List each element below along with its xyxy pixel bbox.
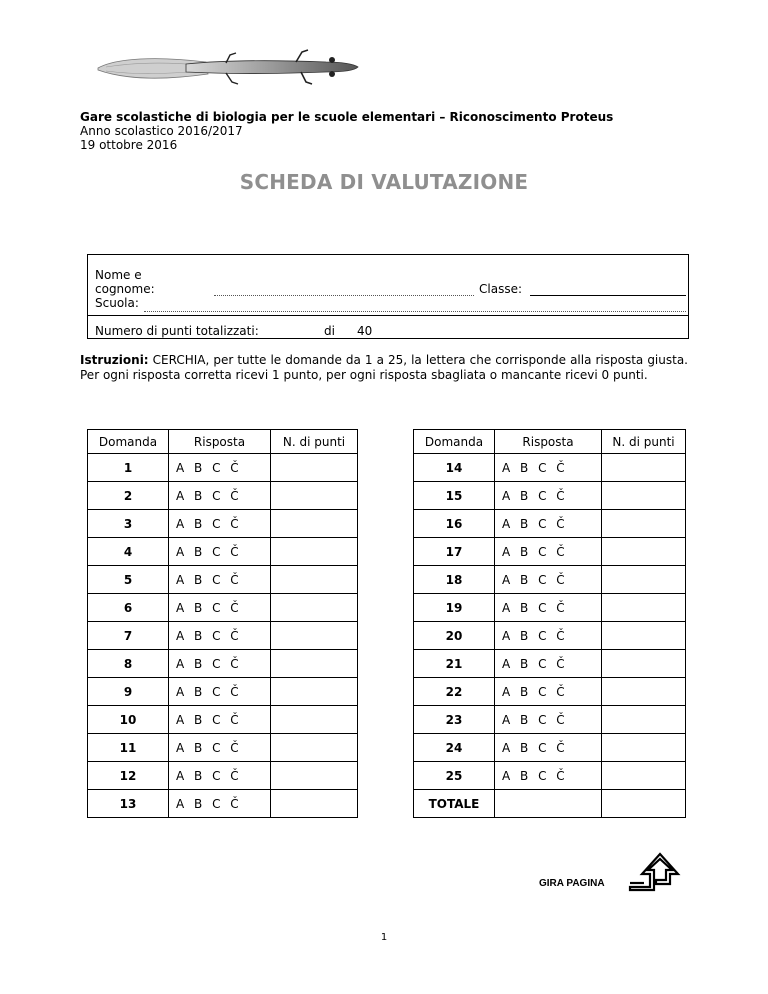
question-number: 6 [88,594,169,622]
header-title: Gare scolastiche di biologia per le scuole elementari – Riconoscimento Proteus [80,110,614,124]
header-domanda: Domanda [414,430,495,454]
points-cell[interactable] [602,734,686,762]
answer-options[interactable]: A B C Č [495,482,602,510]
points-cell[interactable] [602,622,686,650]
question-row [88,678,358,706]
header-risposta: Risposta [169,430,271,454]
answer-options[interactable]: A B C Č [169,678,271,706]
answer-options[interactable]: A B C Č [495,734,602,762]
answer-options[interactable]: A B C Č [495,510,602,538]
answer-options[interactable]: A B C Č [495,678,602,706]
question-row [414,454,686,482]
points-cell[interactable] [602,538,686,566]
question-number: 10 [88,706,169,734]
question-number: 24 [414,734,495,762]
instructions-heading: Istruzioni: [80,353,149,367]
points-cell[interactable] [602,454,686,482]
name-label-1: Nome e [95,268,142,282]
class-label: Classe: [479,282,522,296]
instructions-text: CERCHIA, per tutte le domande da 1 a 25, la lettera che corrisponde alla risposta giusta. Per ogni risposta corretta ricevi 1 punto, per ogni risposta sbagliata o mancante ricevi 0 punti. [80,353,688,382]
answer-options[interactable]: A B C Č [495,762,602,790]
question-number: 14 [414,454,495,482]
question-row [88,734,358,762]
header-punti: N. di punti [602,430,686,454]
points-cell[interactable] [602,594,686,622]
question-number: 22 [414,678,495,706]
question-number: 16 [414,510,495,538]
question-row [88,454,358,482]
points-cell[interactable] [271,482,358,510]
school-year: Anno scolastico 2016/2017 [80,124,243,138]
question-number: 2 [88,482,169,510]
question-number: 8 [88,650,169,678]
turn-page-label: GIRA PAGINA [539,878,605,889]
turn-page-arrow-icon [626,850,682,892]
question-row [414,482,686,510]
total-row [414,790,686,818]
points-cell[interactable] [602,650,686,678]
question-number: 21 [414,650,495,678]
points-cell[interactable] [602,482,686,510]
answer-options[interactable]: A B C Č [169,482,271,510]
question-row [88,538,358,566]
question-row [88,510,358,538]
total-label: TOTALE [414,790,495,818]
question-number: 13 [88,790,169,818]
question-number: 5 [88,566,169,594]
question-row [414,538,686,566]
answer-options[interactable]: A B C Č [169,594,271,622]
class-field[interactable] [530,295,686,296]
answer-options[interactable]: A B C Č [169,454,271,482]
answer-options[interactable]: A B C Č [169,706,271,734]
name-field[interactable] [214,295,474,296]
question-number: 17 [414,538,495,566]
question-row [88,566,358,594]
question-row [414,734,686,762]
competition-date: 19 ottobre 2016 [80,138,178,152]
points-cell[interactable] [271,790,358,818]
header-punti: N. di punti [271,430,358,454]
answer-options[interactable]: A B C Č [169,650,271,678]
question-number: 4 [88,538,169,566]
points-cell[interactable] [271,650,358,678]
points-cell[interactable] [271,706,358,734]
document-title: SCHEDA DI VALUTAZIONE [239,170,529,194]
question-number: 25 [414,762,495,790]
answer-options[interactable]: A B C Č [495,706,602,734]
answer-options[interactable]: A B C Č [495,454,602,482]
points-max: 40 [357,324,373,338]
question-row [414,566,686,594]
answer-options[interactable]: A B C Č [495,566,602,594]
points-cell[interactable] [271,734,358,762]
question-row [414,622,686,650]
points-cell[interactable] [271,454,358,482]
points-label: Numero di punti totalizzati: [95,324,259,338]
school-label: Scuola: [95,296,139,310]
question-number: 19 [414,594,495,622]
points-of: di [324,324,335,338]
points-cell[interactable] [271,594,358,622]
points-cell[interactable] [602,678,686,706]
question-number: 3 [88,510,169,538]
answer-options[interactable]: A B C Č [495,622,602,650]
answer-options[interactable]: A B C Č [169,762,271,790]
points-cell[interactable] [271,762,358,790]
name-label-2: cognome: [95,282,155,296]
question-row [88,706,358,734]
question-row [414,762,686,790]
info-divider [88,315,688,316]
question-number: 20 [414,622,495,650]
school-field[interactable] [144,311,686,312]
question-number: 15 [414,482,495,510]
points-cell[interactable] [271,622,358,650]
proteus-logo [96,40,364,98]
question-row [414,510,686,538]
question-row [414,594,686,622]
answer-options[interactable]: A B C Č [169,566,271,594]
points-cell[interactable] [271,538,358,566]
answer-table-right [413,429,686,818]
total-points-cell[interactable] [602,790,686,818]
question-row [414,706,686,734]
question-row [88,622,358,650]
answer-options[interactable]: A B C Č [495,538,602,566]
question-number: 18 [414,566,495,594]
question-row [88,762,358,790]
answer-options[interactable]: A B C Č [495,650,602,678]
answer-table-left [87,429,358,818]
points-cell[interactable] [602,510,686,538]
page-number: 1 [380,932,388,943]
answer-options[interactable]: A B C Č [169,734,271,762]
points-cell[interactable] [271,510,358,538]
header-risposta: Risposta [495,430,602,454]
question-number: 12 [88,762,169,790]
question-number: 1 [88,454,169,482]
points-cell[interactable] [602,566,686,594]
points-cell[interactable] [602,762,686,790]
total-answer-cell [495,790,602,818]
question-row [88,790,358,818]
student-info-box [87,254,689,339]
instructions [80,353,688,383]
question-number: 7 [88,622,169,650]
answer-options[interactable]: A B C Č [169,510,271,538]
question-row [88,650,358,678]
question-number: 9 [88,678,169,706]
question-row [88,594,358,622]
points-cell[interactable] [271,566,358,594]
answer-options[interactable]: A B C Č [169,538,271,566]
answer-options[interactable]: A B C Č [495,594,602,622]
points-cell[interactable] [271,678,358,706]
header-domanda: Domanda [88,430,169,454]
question-row [88,482,358,510]
answer-options[interactable]: A B C Č [169,790,271,818]
question-row [414,650,686,678]
question-row [414,678,686,706]
question-number: 23 [414,706,495,734]
question-number: 11 [88,734,169,762]
answer-options[interactable]: A B C Č [169,622,271,650]
points-cell[interactable] [602,706,686,734]
